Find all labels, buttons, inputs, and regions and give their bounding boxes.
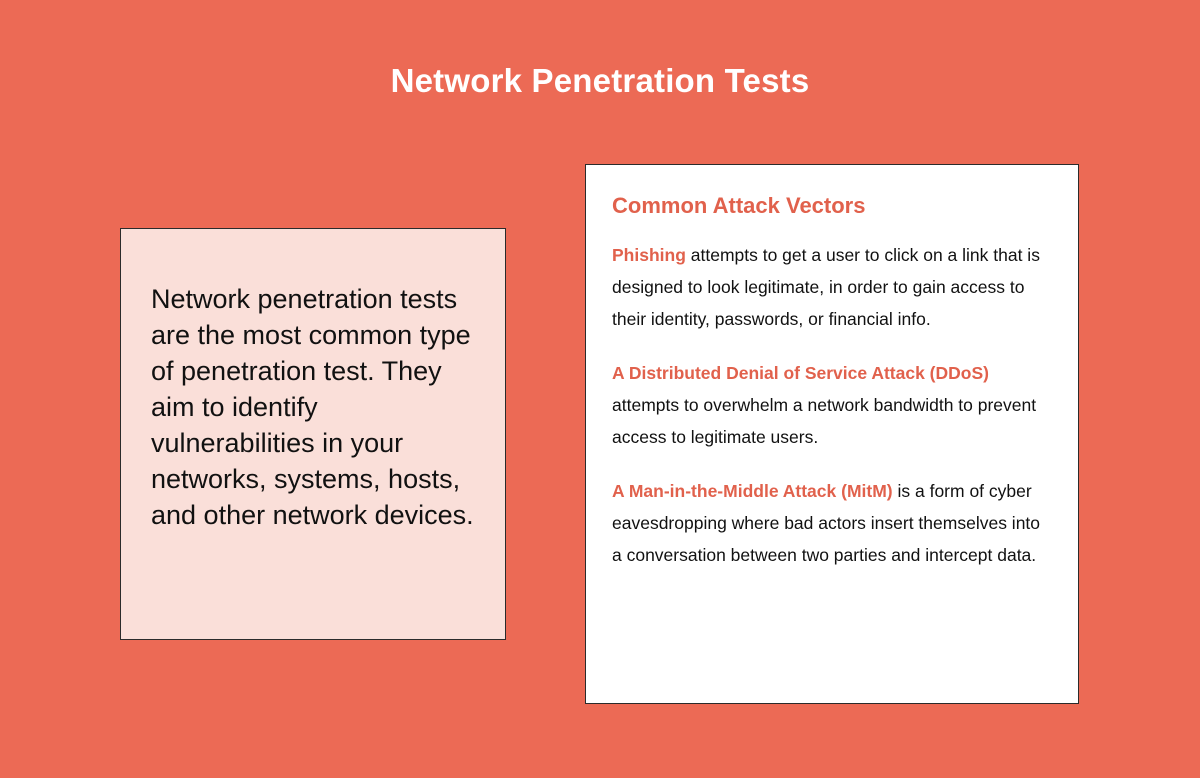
attack-vectors-card (585, 164, 1079, 704)
attack-vector-item (612, 357, 1052, 453)
definition-text: Network penetration tests are the most common type of penetration test. They aim to identify vulnerabilities in your networks, systems, hosts, and other network devices. (151, 284, 474, 530)
attack-vector-item (612, 475, 1052, 571)
attack-vector-term: Phishing (612, 245, 686, 265)
attack-vector-description: attempts to get a user to click on a link that is designed to look legitimate, in order to gain access to their identity, passwords, or financial info. (612, 245, 1040, 329)
attack-vector-term: A Man-in-the-Middle Attack (MitM) (612, 481, 893, 501)
definition-card (120, 228, 506, 640)
attack-vector-description: attempts to overwhelm a network bandwidth to prevent access to legitimate users. (612, 395, 1037, 447)
attack-vector-description: is a form of cyber eavesdropping where bad actors insert themselves into a conversation between two parties and intercept data. (612, 481, 1041, 565)
page-title: Network Penetration Tests (390, 62, 810, 99)
attack-vector-item (612, 239, 1052, 335)
attack-vectors-heading: Common Attack Vectors (612, 193, 866, 218)
attack-vector-term: A Distributed Denial of Service Attack (DDoS) (612, 363, 989, 383)
